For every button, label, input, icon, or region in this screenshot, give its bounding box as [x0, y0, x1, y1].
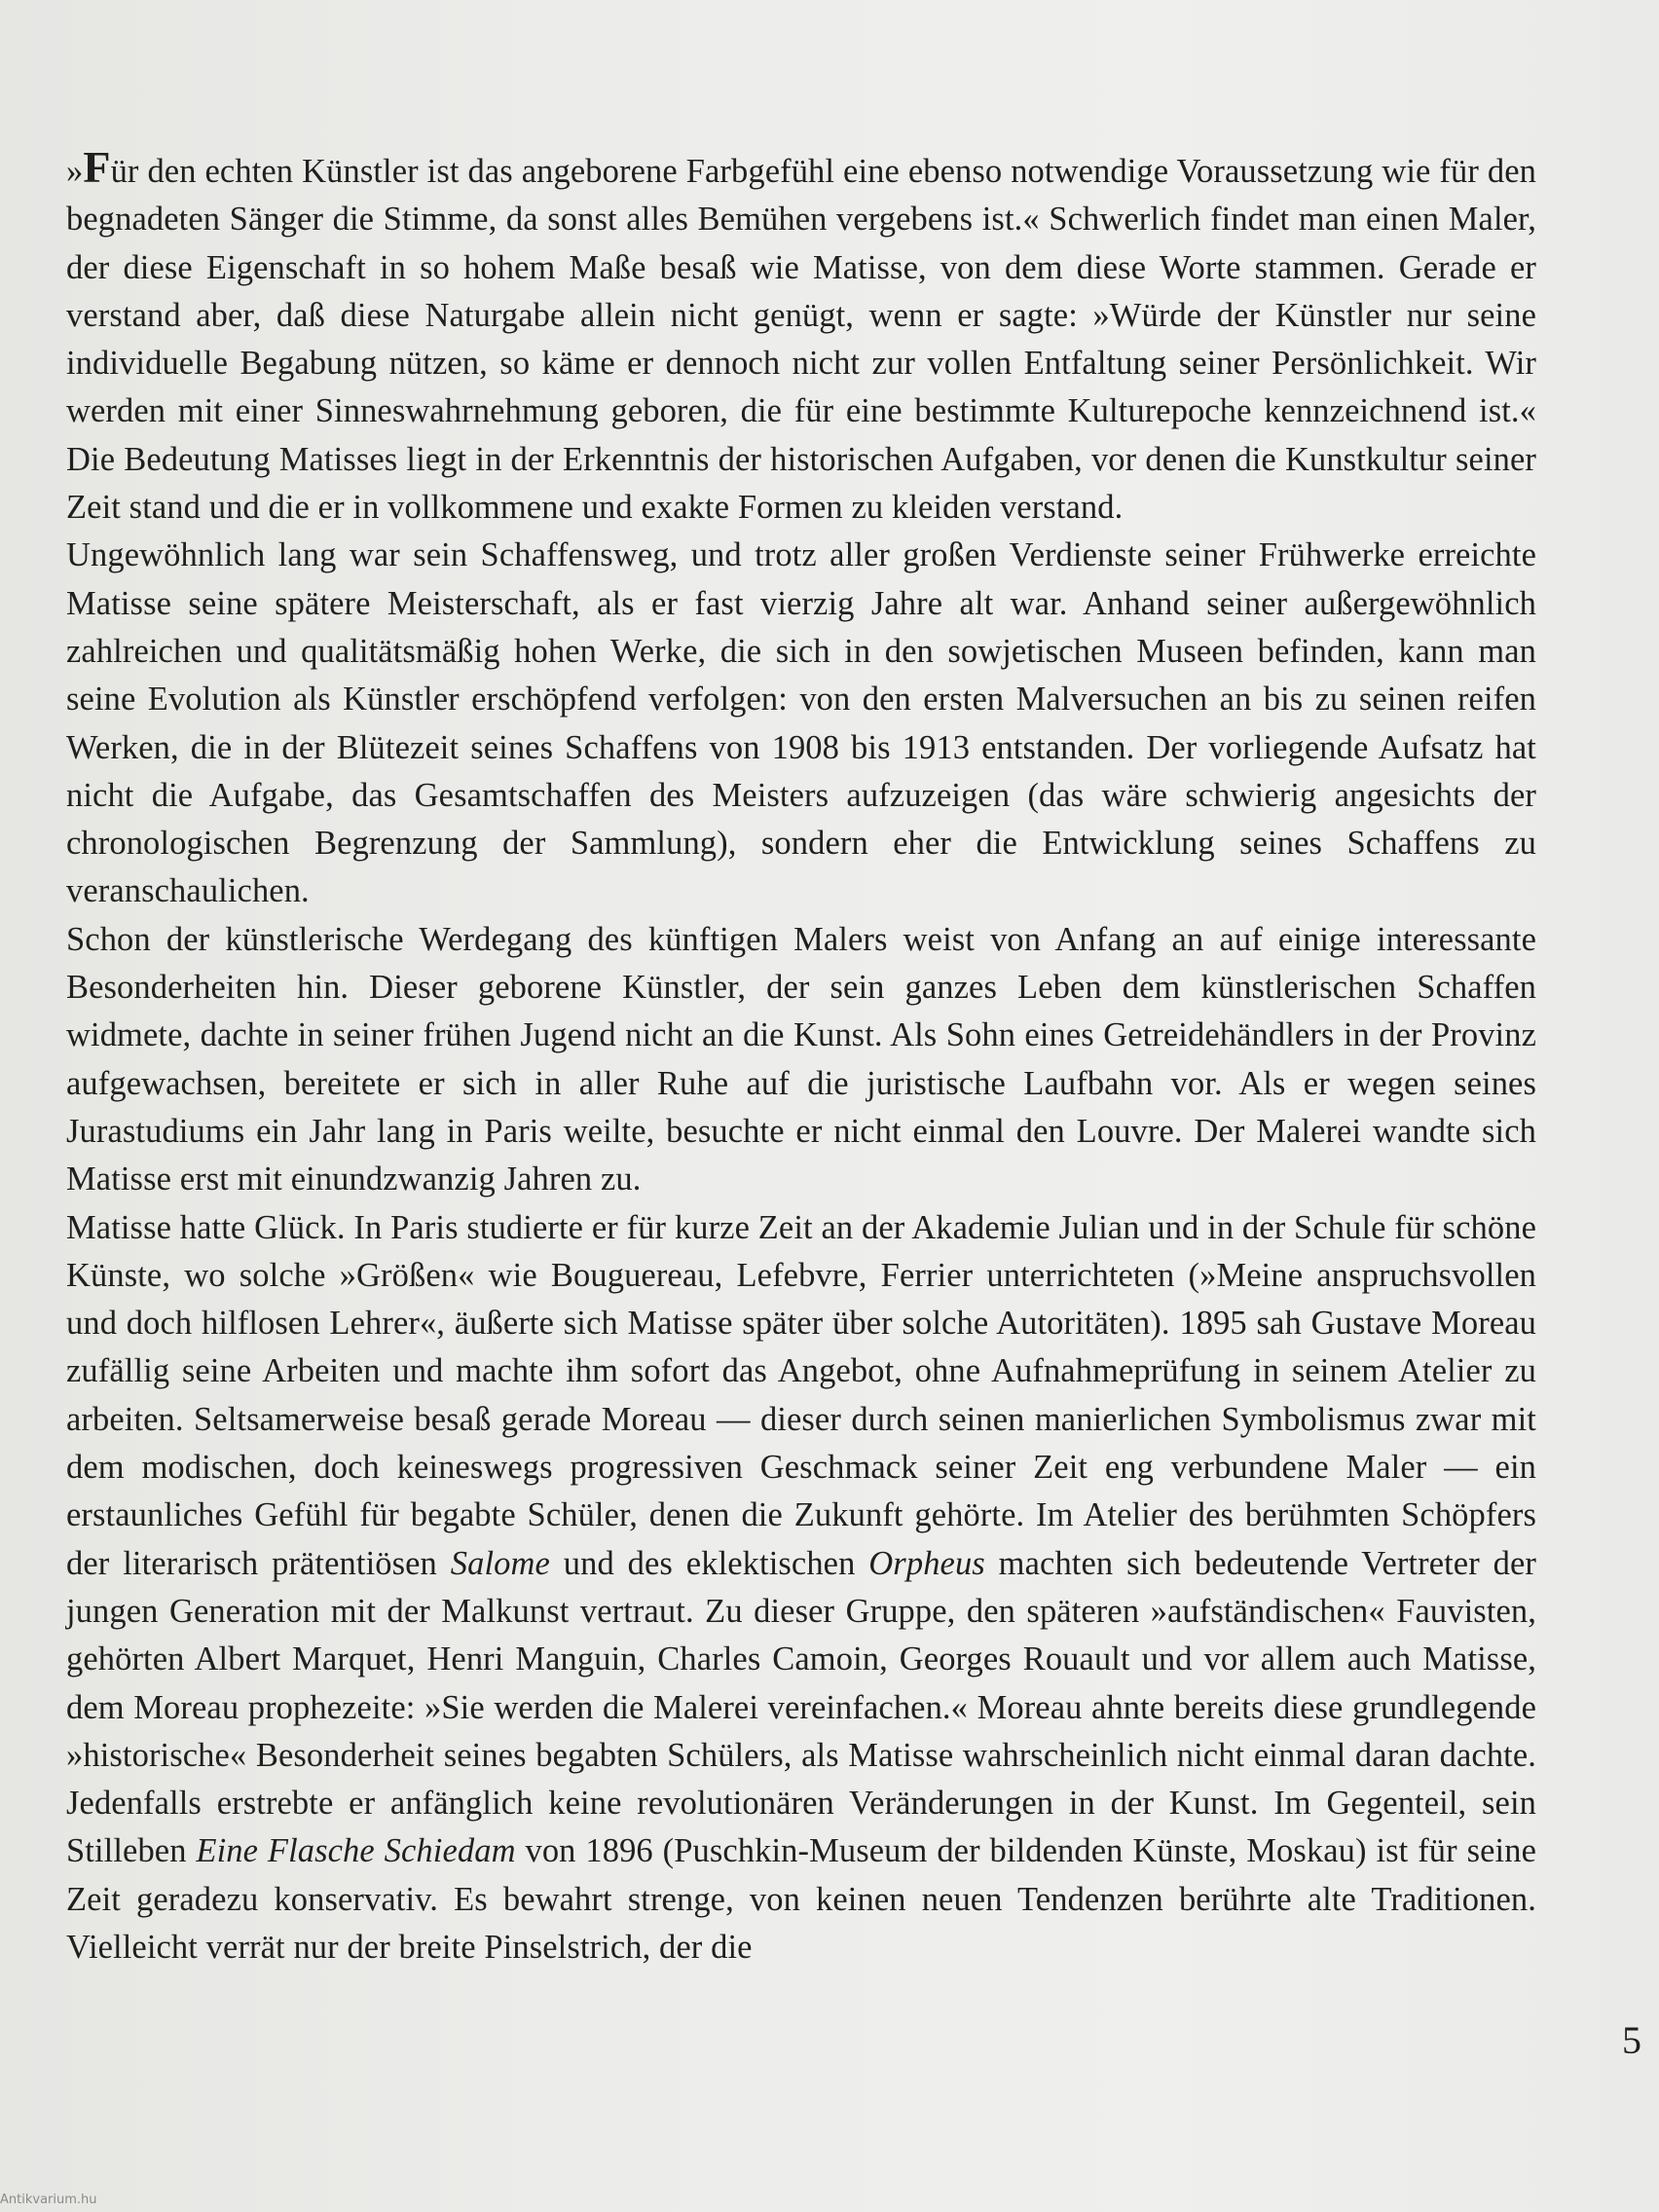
title-schiedam: Eine Flasche Schiedam — [196, 1832, 516, 1870]
body-text — [66, 142, 1536, 1972]
paragraph-3: Schon der künstlerische Werdegang des künftigen Malers weist von Anfang an auf einige interessante Besonderheiten hin. Dieser geborene Künstler, der sein ganzes Leben dem künstlerischen Schaffen widmete, dachte in seiner frühen Jugend nicht an die Kunst. Als Sohn eines Getreidehändlers in der Provinz aufgewachsen, bereitete er sich in aller Ruhe auf die juristische Laufbahn vor. Als er wegen seines Jurastudiums ein Jahr lang in Paris weilte, besuchte er nicht einmal den Louvre. Der Malerei wandte sich Matisse erst mit einundzwanzig Jahren zu. — [66, 920, 1536, 1198]
title-orpheus: Orpheus — [868, 1544, 985, 1582]
title-salome: Salome — [450, 1544, 550, 1582]
page-number: 5 — [1622, 2018, 1641, 2062]
paragraph-1-text: ür den echten Künstler ist das angeborene Farbgefühl eine ebenso notwendige Voraussetzung wie für den begnadeten Sänger die Stimme, da sonst alles Bemühen vergebens ist.« Schwerlich findet man einen Maler, der diese Eigenschaft in so hohem Maße besaß wie Matisse, von dem diese Worte stammen. Gerade er verstand aber, daß diese Naturgabe allein nicht genügt, wenn er sagte: »Würde der Künstler nur seine individuelle Begabung nützen, so käme er dennoch nicht zur vollen Entfaltung seiner Persönlichkeit. Wir werden mit einer Sinneswahrnehmung geboren, die für eine bestimmte Kulturepoche kennzeichnend ist.« Die Bedeutung Matisses liegt in der Erkenntnis der historischen Aufgaben, vor denen die Kunstkultur seiner Zeit stand und die er in vollkommene und exakte Formen zu kleiden verstand. — [66, 153, 1536, 527]
paragraph-4 — [66, 1204, 1536, 1972]
paragraph-2: Ungewöhnlich lang war sein Schaffensweg, und trotz aller großen Verdienste seiner Frühwerke erreichte Matisse seine spätere Meisterschaft, als er fast vierzig Jahre alt war. Anhand seiner außergewöhnlich zahlreichen und qualitätsmäßig hohen Werke, die sich in den sowjetischen Museen befinden, kann man seine Evolution als Künstler erschöpfend verfolgen: von den ersten Malversuchen an bis zu seinen reifen Werken, die in der Blütezeit seines Schaffens von 1908 bis 1913 entstanden. Der vorliegende Aufsatz hat nicht die Aufgabe, das Gesamtschaffen des Meisters aufzuzeigen (das wäre schwierig angesichts der chronologischen Begrenzung der Sammlung), sondern eher die Entwicklung seines Schaffens zu veranschaulichen. — [66, 536, 1536, 910]
dropcap-letter: F — [83, 142, 111, 192]
paragraph-4-text-4: von 1896 (Puschkin-Museum der bildenden Künste, Moskau) ist für seine Zeit geradezu konservativ. Es bewahrt strenge, von keinen neuen Tendenzen berührte alte Traditionen. Vielleicht verrät nur der breite Pinselstrich, der die — [66, 1832, 1536, 1966]
paragraph-4-text-1: Matisse hatte Glück. In Paris studierte er für kurze Zeit an der Akademie Julian und in der Schule für schöne Künste, wo solche »Größen« wie Bouguereau, Lefebvre, Ferrier unterrichteten (»Meine anspruchsvollen und doch hilflosen Lehrer«, äußerte sich Matisse später über solche Autoritäten). 1895 sah Gustave Moreau zufällig seine Arbeiten und machte ihm sofort das Angebot, ohne Aufnahmeprüfung in seinem Atelier zu arbeiten. Seltsamerweise besaß gerade Moreau — dieser durch seinen manierlichen Symbolismus zwar mit dem modischen, doch keineswegs progressiven Geschmack seiner Zeit eng verbundene Maler — ein erstaunliches Gefühl für begabte Schüler, denen die Zukunft gehörte. Im Atelier des berühmten Schöpfers der literarisch prätentiösen — [66, 1208, 1536, 1582]
paragraph-4-text-3: machten sich bedeutende Vertreter der jungen Generation mit der Malkunst vertraut. Zu dieser Gruppe, den späteren »aufständischen« Fauvisten, gehörten Albert Marquet, Henri Manguin, Charles Camoin, Georges Rouault und vor allem auch Matisse, dem Moreau prophezeite: »Sie werden die Malerei vereinfachen.« Moreau ahnte bereits diese grundlegende »historische« Besonderheit seines begabten Schülers, als Matisse wahrscheinlich nicht einmal daran dachte. Jedenfalls erstrebte er anfänglich keine revolutionären Veränderungen in der Kunst. Im Gegenteil, sein Stilleben — [66, 1544, 1536, 1870]
opening-quote: » — [66, 153, 84, 190]
watermark: Antikvarium.hu — [0, 2193, 97, 2207]
paragraph-1 — [66, 142, 1536, 532]
paragraph-4-text-2: und des eklektischen — [549, 1544, 869, 1582]
